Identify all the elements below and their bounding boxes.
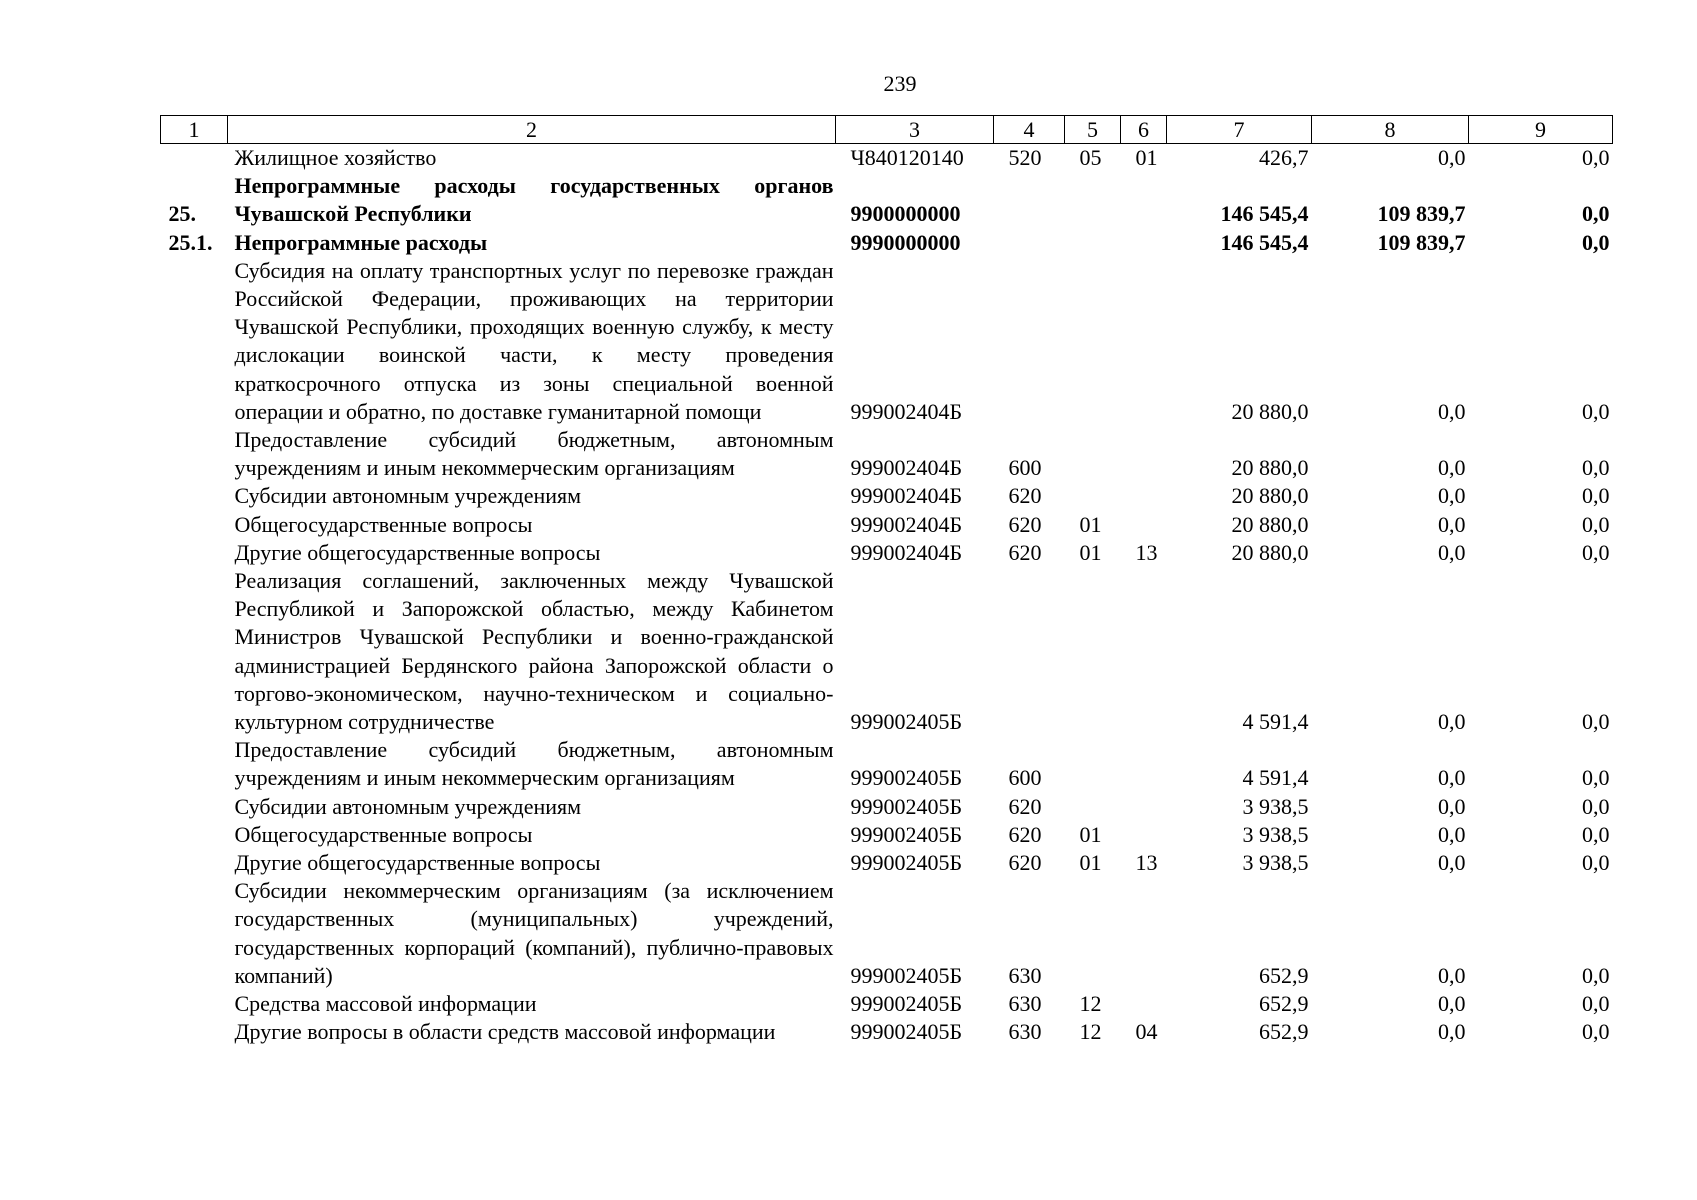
section — [1065, 229, 1121, 257]
table-row — [161, 849, 1613, 877]
target-code: 999002405Б — [850, 793, 963, 819]
amount-col-8: 0,0 — [1438, 765, 1466, 791]
table-row — [161, 144, 1613, 173]
expense-type — [994, 567, 1065, 736]
section — [1065, 736, 1121, 792]
target-code: 999002404Б — [850, 539, 963, 565]
amount-col-9: 0,0 — [1582, 511, 1610, 537]
row-number — [161, 736, 228, 792]
table-row — [161, 426, 1613, 482]
amount-col-8: 109 839,7 — [1377, 201, 1466, 227]
amount-col-9: 0,0 — [1582, 709, 1610, 735]
header-col-1: 1 — [161, 116, 228, 144]
target-code: 999002405Б — [850, 765, 963, 791]
amount-col-7: 20 880,0 — [1231, 398, 1309, 424]
expense-type: 630 — [1008, 991, 1042, 1017]
amount-col-7: 146 545,4 — [1220, 201, 1309, 227]
amount-col-7: 3 938,5 — [1242, 793, 1309, 819]
row-name: Общегосударственные вопросы — [234, 821, 533, 847]
amount-col-8: 0,0 — [1438, 793, 1466, 819]
amount-col-7: 20 880,0 — [1231, 483, 1309, 509]
amount-col-8: 0,0 — [1438, 455, 1466, 481]
subsection — [1121, 877, 1167, 990]
amount-col-9: 0,0 — [1582, 145, 1610, 170]
row-name: Предоставление субсидий бюджетным, автономным учреждениям и иным некоммерческим организациям — [234, 737, 834, 791]
row-number — [161, 793, 228, 821]
amount-col-8: 0,0 — [1438, 483, 1466, 509]
section: 01 — [1079, 511, 1102, 537]
target-code: 999002405Б — [850, 962, 963, 988]
subsection — [1121, 990, 1167, 1018]
table-row — [161, 567, 1613, 736]
section — [1065, 426, 1121, 482]
row-name: Субсидии автономным учреждениям — [234, 793, 582, 819]
header-col-8: 8 — [1312, 116, 1469, 144]
amount-col-7: 652,9 — [1259, 962, 1309, 988]
header-col-2: 2 — [228, 116, 836, 144]
amount-col-8: 0,0 — [1438, 145, 1466, 170]
target-code: 999002404Б — [850, 455, 963, 481]
budget-table — [160, 115, 1613, 1047]
row-name: Субсидии автономным учреждениям — [234, 483, 582, 509]
row-name: Непрограммные расходы — [234, 229, 488, 255]
row-name: Субсидия на оплату транспортных услуг по перевозке граждан Российской Федерации, проживающих на территории Чувашской Республики, проходящих военную службу, к месту дислокации воинской части, к месту проведения краткосрочного отпуска из зоны специальной военной операции и обратно, по доставке гуманитарной помощи — [234, 257, 834, 424]
amount-col-7: 146 545,4 — [1220, 229, 1309, 255]
amount-col-9: 0,0 — [1582, 793, 1610, 819]
expense-type — [994, 229, 1065, 257]
header-col-5: 5 — [1065, 116, 1121, 144]
amount-col-9: 0,0 — [1582, 850, 1610, 876]
expense-type: 620 — [1008, 483, 1042, 509]
row-name: Общегосударственные вопросы — [234, 511, 533, 537]
table-body — [161, 144, 1613, 1047]
section: 01 — [1079, 821, 1102, 847]
section — [1065, 877, 1121, 990]
row-number — [161, 144, 228, 173]
section: 05 — [1079, 145, 1102, 170]
amount-col-9: 0,0 — [1582, 765, 1610, 791]
subsection — [1121, 257, 1167, 426]
expense-type: 630 — [1008, 1019, 1042, 1045]
expense-type: 600 — [1008, 455, 1042, 481]
section — [1065, 567, 1121, 736]
subsection — [1121, 511, 1167, 539]
table-row — [161, 793, 1613, 821]
section: 12 — [1079, 991, 1102, 1017]
row-number: 25. — [168, 201, 196, 227]
section — [1065, 257, 1121, 426]
amount-col-7: 652,9 — [1259, 1019, 1309, 1045]
target-code: 999002405Б — [850, 821, 963, 847]
amount-col-8: 0,0 — [1438, 991, 1466, 1017]
table-row — [161, 172, 1613, 228]
header-col-6: 6 — [1121, 116, 1167, 144]
amount-col-7: 652,9 — [1259, 991, 1309, 1017]
row-name: Другие общегосударственные вопросы — [234, 850, 601, 876]
section: 01 — [1079, 539, 1102, 565]
header-col-4: 4 — [994, 116, 1065, 144]
header-row — [161, 116, 1613, 144]
amount-col-9: 0,0 — [1582, 962, 1610, 988]
amount-col-7: 3 938,5 — [1242, 821, 1309, 847]
row-number — [161, 426, 228, 482]
amount-col-7: 4 591,4 — [1242, 709, 1309, 735]
amount-col-8: 0,0 — [1438, 398, 1466, 424]
expense-type — [994, 172, 1065, 228]
row-number — [161, 567, 228, 736]
section: 01 — [1079, 850, 1102, 876]
target-code: Ч840120140 — [850, 145, 964, 170]
row-name: Средства массовой информации — [234, 991, 537, 1017]
amount-col-9: 0,0 — [1582, 1019, 1610, 1045]
table-row — [161, 990, 1613, 1018]
amount-col-8: 0,0 — [1438, 539, 1466, 565]
section — [1065, 172, 1121, 228]
amount-col-7: 20 880,0 — [1231, 455, 1309, 481]
subsection — [1121, 426, 1167, 482]
subsection — [1121, 793, 1167, 821]
row-number — [161, 849, 228, 877]
amount-col-8: 0,0 — [1438, 511, 1466, 537]
table-row — [161, 482, 1613, 510]
page-number-text: 239 — [883, 71, 917, 96]
header-col-7: 7 — [1167, 116, 1312, 144]
row-number — [161, 539, 228, 567]
target-code: 999002404Б — [850, 483, 963, 509]
target-code: 9990000000 — [850, 229, 961, 255]
row-name: Предоставление субсидий бюджетным, автономным учреждениям и иным некоммерческим организациям — [234, 427, 834, 481]
target-code: 999002404Б — [850, 511, 963, 537]
expense-type — [994, 257, 1065, 426]
row-number — [161, 511, 228, 539]
subsection — [1121, 172, 1167, 228]
target-code: 999002405Б — [850, 1019, 963, 1045]
amount-col-8: 109 839,7 — [1377, 229, 1466, 255]
amount-col-7: 20 880,0 — [1231, 539, 1309, 565]
amount-col-9: 0,0 — [1582, 539, 1610, 565]
row-number — [161, 990, 228, 1018]
amount-col-8: 0,0 — [1438, 850, 1466, 876]
row-number: 25.1. — [168, 229, 213, 255]
section: 12 — [1079, 1019, 1102, 1045]
amount-col-9: 0,0 — [1582, 455, 1610, 481]
subsection — [1121, 229, 1167, 257]
section — [1065, 793, 1121, 821]
row-name: Другие общегосударственные вопросы — [234, 539, 601, 565]
header-col-9: 9 — [1469, 116, 1613, 144]
section — [1065, 482, 1121, 510]
subsection: 04 — [1135, 1019, 1158, 1045]
subsection: 13 — [1135, 850, 1158, 876]
amount-col-7: 426,7 — [1259, 145, 1309, 170]
amount-col-8: 0,0 — [1438, 1019, 1466, 1045]
subsection: 01 — [1135, 145, 1158, 170]
amount-col-7: 4 591,4 — [1242, 765, 1309, 791]
target-code: 999002405Б — [850, 850, 963, 876]
amount-col-9: 0,0 — [1582, 821, 1610, 847]
table-row — [161, 736, 1613, 792]
subsection — [1121, 821, 1167, 849]
subsection — [1121, 736, 1167, 792]
amount-col-9: 0,0 — [1582, 229, 1610, 255]
table-row — [161, 877, 1613, 990]
table-row — [161, 1018, 1613, 1046]
expense-type: 630 — [1008, 962, 1042, 988]
row-number — [161, 1018, 228, 1046]
amount-col-9: 0,0 — [1582, 398, 1610, 424]
row-name: Субсидии некоммерческим организациям (за исключением государственных (муниципальных) учреждений, государственных корпораций (компаний), публично-правовых компаний) — [234, 878, 834, 988]
table-header — [161, 116, 1613, 144]
row-name: Реализация соглашений, заключенных между Чувашской Республикой и Запорожской областью, между Кабинетом Министров Чувашской Республики и военно-гражданской администрацией Бердянского района Запорожской области о торгово-экономическом, научно-техническом и социально-культурном сотрудничестве — [234, 568, 834, 735]
amount-col-9: 0,0 — [1582, 991, 1610, 1017]
row-name: Другие вопросы в области средств массовой информации — [234, 1019, 776, 1045]
subsection — [1121, 567, 1167, 736]
target-code: 999002405Б — [850, 709, 963, 735]
amount-col-8: 0,0 — [1438, 821, 1466, 847]
expense-type: 620 — [1008, 793, 1042, 819]
expense-type: 620 — [1008, 821, 1042, 847]
amount-col-9: 0,0 — [1582, 201, 1610, 227]
row-name: Непрограммные расходы государственных органов Чувашской Республики — [234, 173, 834, 227]
amount-col-8: 0,0 — [1438, 962, 1466, 988]
amount-col-7: 3 938,5 — [1242, 850, 1309, 876]
expense-type: 620 — [1008, 850, 1042, 876]
expense-type: 620 — [1008, 511, 1042, 537]
row-number — [161, 877, 228, 990]
amount-col-7: 20 880,0 — [1231, 511, 1309, 537]
table-row — [161, 511, 1613, 539]
amount-col-8: 0,0 — [1438, 709, 1466, 735]
row-number — [161, 482, 228, 510]
table-row — [161, 229, 1613, 257]
target-code: 9900000000 — [850, 201, 961, 227]
page-number — [0, 71, 1697, 97]
subsection: 13 — [1135, 539, 1158, 565]
amount-col-9: 0,0 — [1582, 483, 1610, 509]
table-row — [161, 539, 1613, 567]
expense-type: 620 — [1008, 539, 1042, 565]
expense-type: 520 — [1008, 145, 1042, 170]
row-number — [161, 821, 228, 849]
table-row — [161, 257, 1613, 426]
target-code: 999002404Б — [850, 398, 963, 424]
expense-type: 600 — [1008, 765, 1042, 791]
subsection — [1121, 482, 1167, 510]
table-row — [161, 821, 1613, 849]
row-number — [161, 257, 228, 426]
header-col-3: 3 — [836, 116, 994, 144]
row-name: Жилищное хозяйство — [234, 145, 437, 170]
target-code: 999002405Б — [850, 991, 963, 1017]
